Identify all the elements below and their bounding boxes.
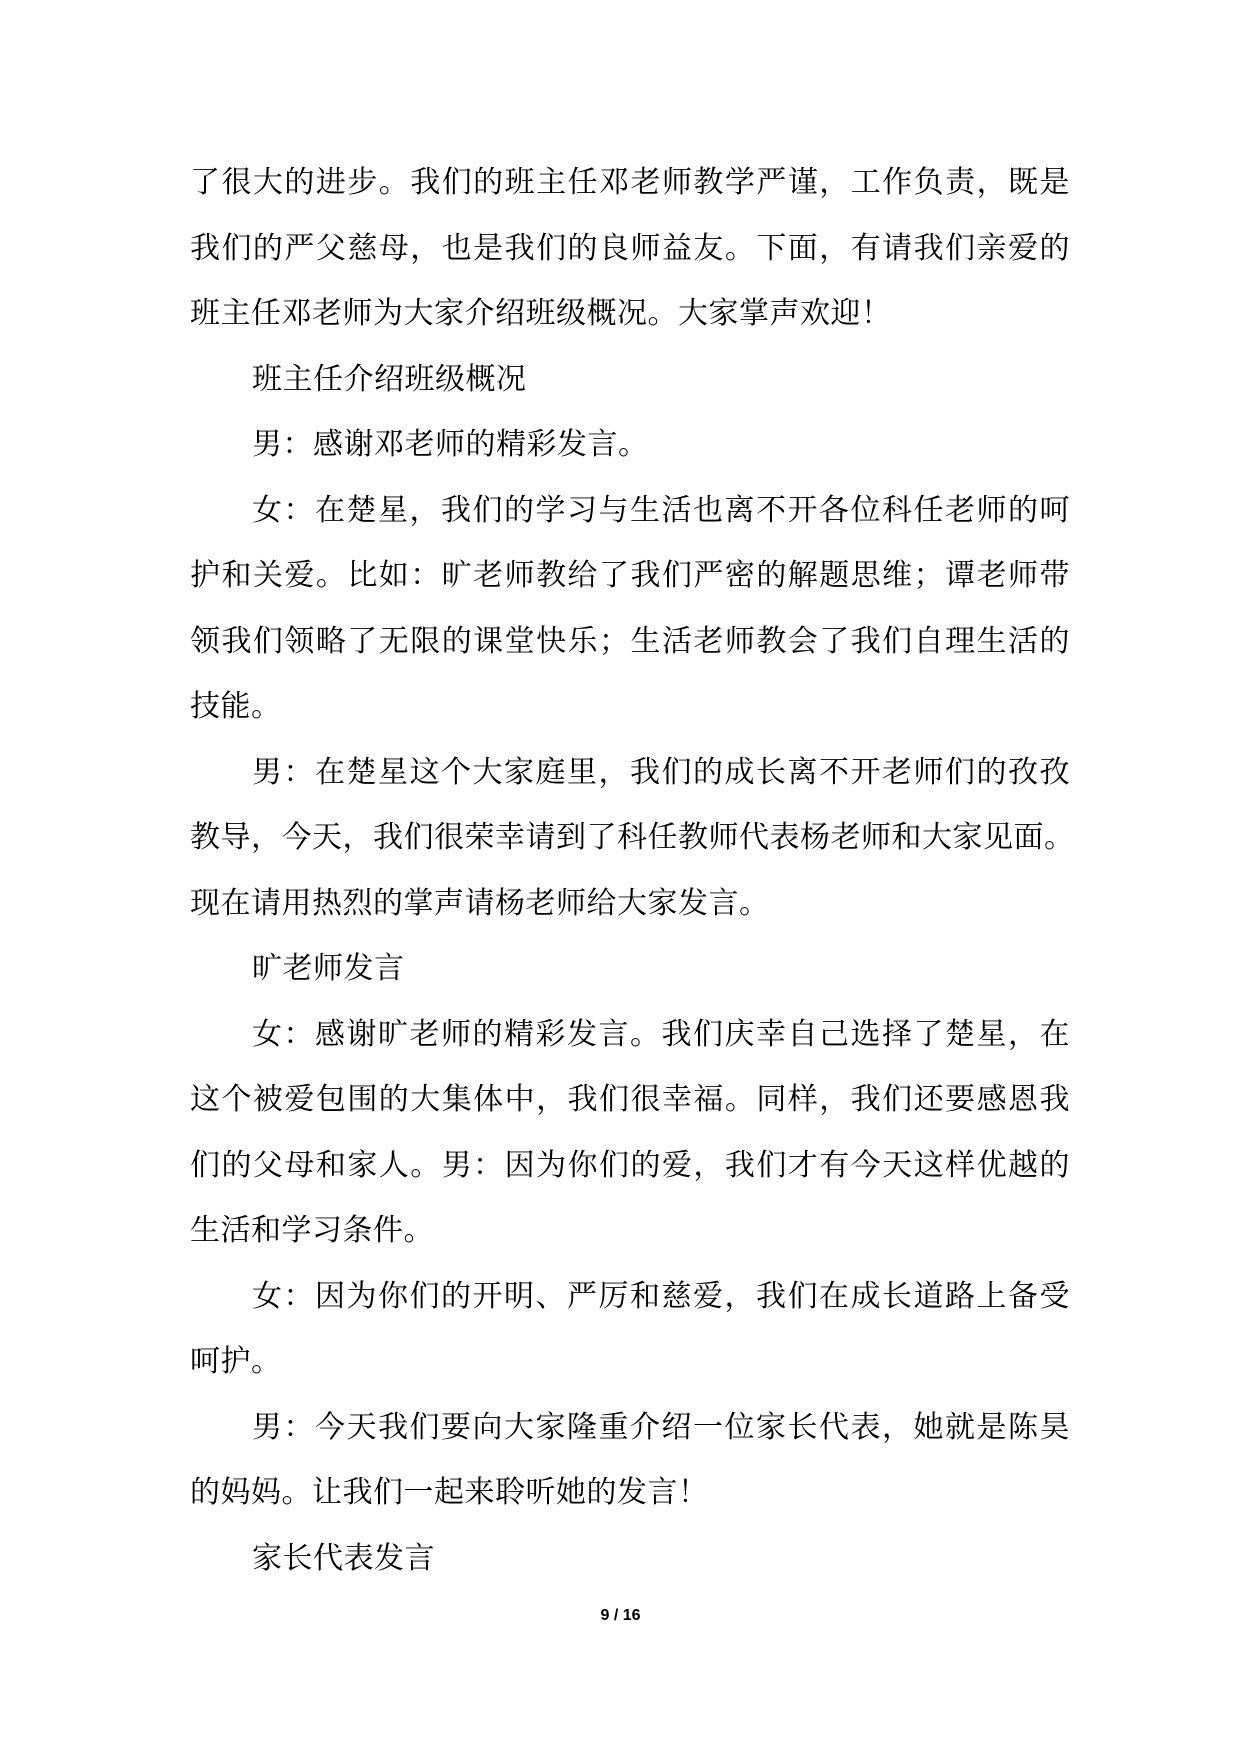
text-line: 呵护。	[190, 1344, 282, 1379]
text-line: 领我们领略了无限的课堂快乐；生活老师教会了我们自理生活的	[190, 623, 1070, 659]
text-line: 女：在楚星，我们的学习与生活也离不开各位科任老师的呵	[252, 492, 1070, 528]
text-line: 这个被爱包围的大集体中，我们很幸福。同样，我们还要感恩我	[190, 1082, 1070, 1117]
section-heading: 班主任介绍班级概况	[252, 361, 527, 397]
text-line: 护和关爱。比如：旷老师教给了我们严密的解题思维；谭老师带	[190, 558, 1070, 593]
text-line: 们的父母和家人。男：因为你们的爱，我们才有今天这样优越的	[190, 1147, 1070, 1183]
text-line: 的妈妈。让我们一起来聆听她的发言！	[190, 1475, 709, 1510]
text-line: 班主任邓老师为大家介绍班级概况。大家掌声欢迎！	[190, 296, 892, 331]
text-line: 了很大的进步。我们的班主任邓老师教学严谨，工作负责，既是	[190, 165, 1070, 200]
text-line: 男：在楚星这个大家庭里，我们的成长离不开老师们的孜孜	[252, 754, 1070, 790]
text-line: 技能。	[190, 689, 282, 724]
text-line: 教导，今天，我们很荣幸请到了科任教师代表杨老师和大家见面。	[190, 820, 1075, 855]
document-body	[190, 150, 1075, 1591]
text-line: 女：感谢旷老师的精彩发言。我们庆幸自己选择了楚星，在	[252, 1016, 1070, 1052]
section-heading: 旷老师发言	[252, 951, 405, 986]
text-line: 生活和学习条件。	[190, 1213, 434, 1248]
page-number: 9 / 16	[600, 1607, 641, 1624]
text-line: 现在请用热烈的掌声请杨老师给大家发言。	[190, 885, 770, 921]
text-line: 女：因为你们的开明、严厉和慈爱，我们在成长道路上备受	[252, 1278, 1070, 1314]
text-line: 男：今天我们要向大家隆重介绍一位家长代表，她就是陈昊	[252, 1409, 1070, 1445]
text-line: 男：感谢邓老师的精彩发言。	[252, 427, 649, 462]
section-heading: 家长代表发言	[252, 1540, 435, 1576]
text-line: 我们的严父慈母，也是我们的良师益友。下面，有请我们亲爱的	[190, 230, 1070, 266]
